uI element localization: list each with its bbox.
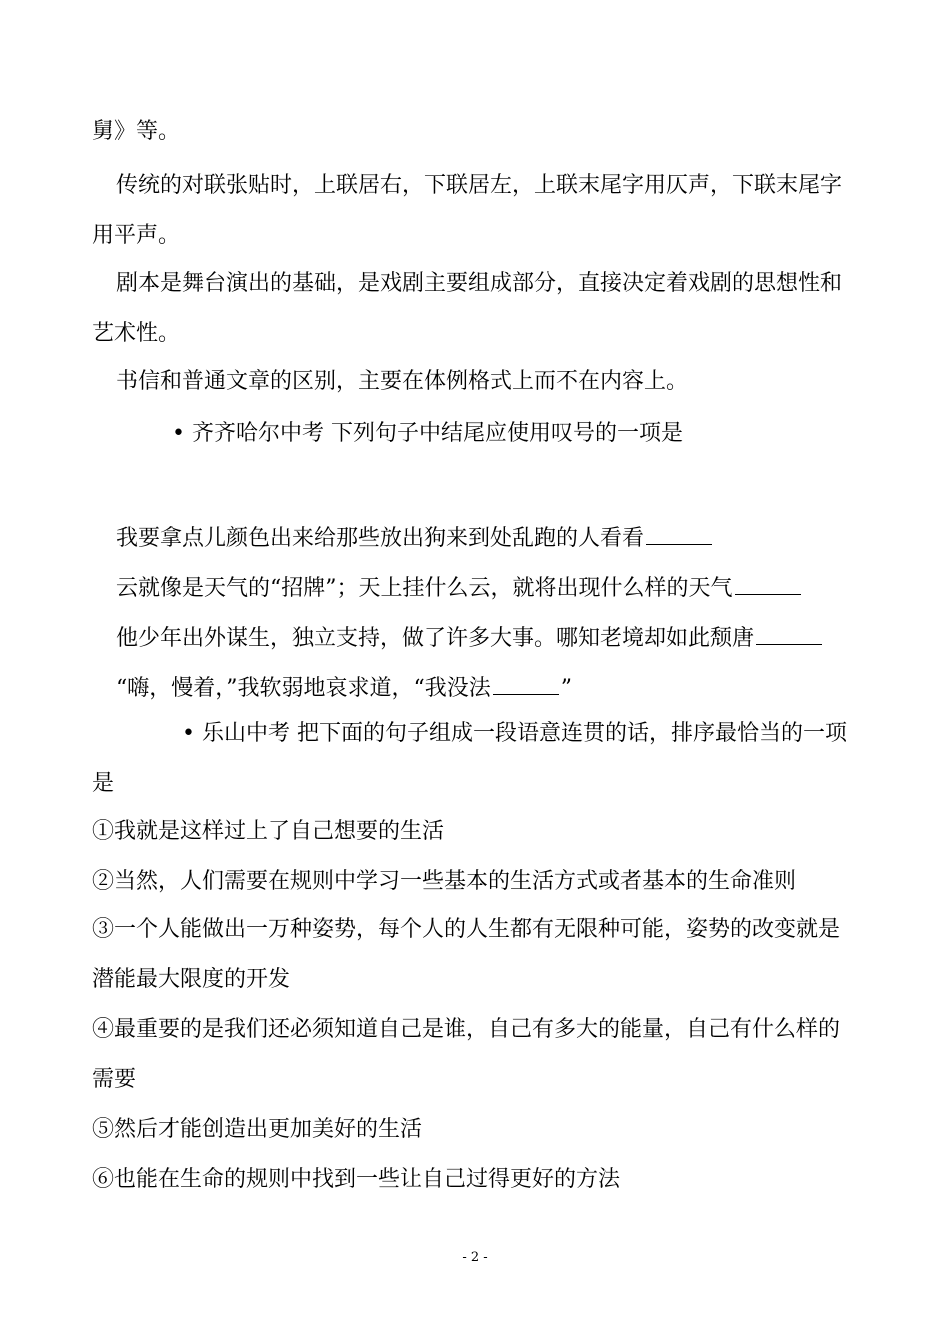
paragraph-script-line-1: 剧本是舞台演出的基础，是戏剧主要组成部分，直接决定着戏剧的思想性和 [116,271,843,296]
question-1-option-3 [116,618,824,655]
option-text: 我要拿点儿颜色出来给那些放出狗来到处乱跑的人看看 [116,526,645,551]
paragraph-couplet-line-2: 用平声。 [92,223,181,248]
question-1-heading: • 齐齐哈尔中考 下列句子中结尾应使用叹号的一项是 [172,421,683,446]
question-1-option-4 [116,668,572,705]
question-2-item-1: ①我就是这样过上了自己想要的生活 [92,819,445,844]
answer-blank[interactable] [735,568,801,595]
option-text: 云就像是天气的“招牌”；天上挂什么云，就将出现什么样的天气 [116,576,733,601]
paragraph-couplet-line-1: 传统的对联张贴时，上联居右，下联居左，上联末尾字用仄声，下联末尾字 [116,173,843,198]
answer-blank[interactable] [493,668,559,695]
paragraph-fragment: 舅》等。 [92,119,181,144]
page-number: - 2 - [462,1250,488,1265]
question-2-item-3-line-2: 潜能最大限度的开发 [92,967,291,992]
question-2-item-5: ⑤然后才能创造出更加美好的生活 [92,1117,423,1142]
answer-blank[interactable] [756,618,822,645]
question-1-option-2 [116,568,803,605]
question-1-option-1 [116,518,714,555]
question-2-item-6: ⑥也能在生命的规则中找到一些让自己过得更好的方法 [92,1167,621,1192]
paragraph-letter: 书信和普通文章的区别，主要在体例格式上而不在内容上。 [116,369,689,394]
paragraph-script-line-2: 艺术性。 [92,321,181,346]
question-2-heading-line-1: • 乐山中考 把下面的句子组成一段语意连贯的话，排序最恰当的一项 [182,721,847,746]
option-text: “嗨，慢着，”我软弱地哀求道，“我没法 [116,676,491,701]
question-2-heading-line-2: 是 [92,771,115,796]
question-2-item-3-line-1: ③一个人能做出一万种姿势，每个人的人生都有无限种可能，姿势的改变就是 [92,917,841,942]
option-text: 他少年出外谋生，独立支持，做了许多大事。哪知老境却如此颓唐 [116,626,755,651]
closing-quote: ” [560,676,572,701]
question-2-item-2: ②当然，人们需要在规则中学习一些基本的生活方式或者基本的生命准则 [92,869,797,894]
question-2-item-4-line-2: 需要 [92,1067,137,1092]
answer-blank[interactable] [646,518,712,545]
question-2-item-4-line-1: ④最重要的是我们还必须知道自己是谁，自己有多大的能量，自己有什么样的 [92,1017,841,1042]
